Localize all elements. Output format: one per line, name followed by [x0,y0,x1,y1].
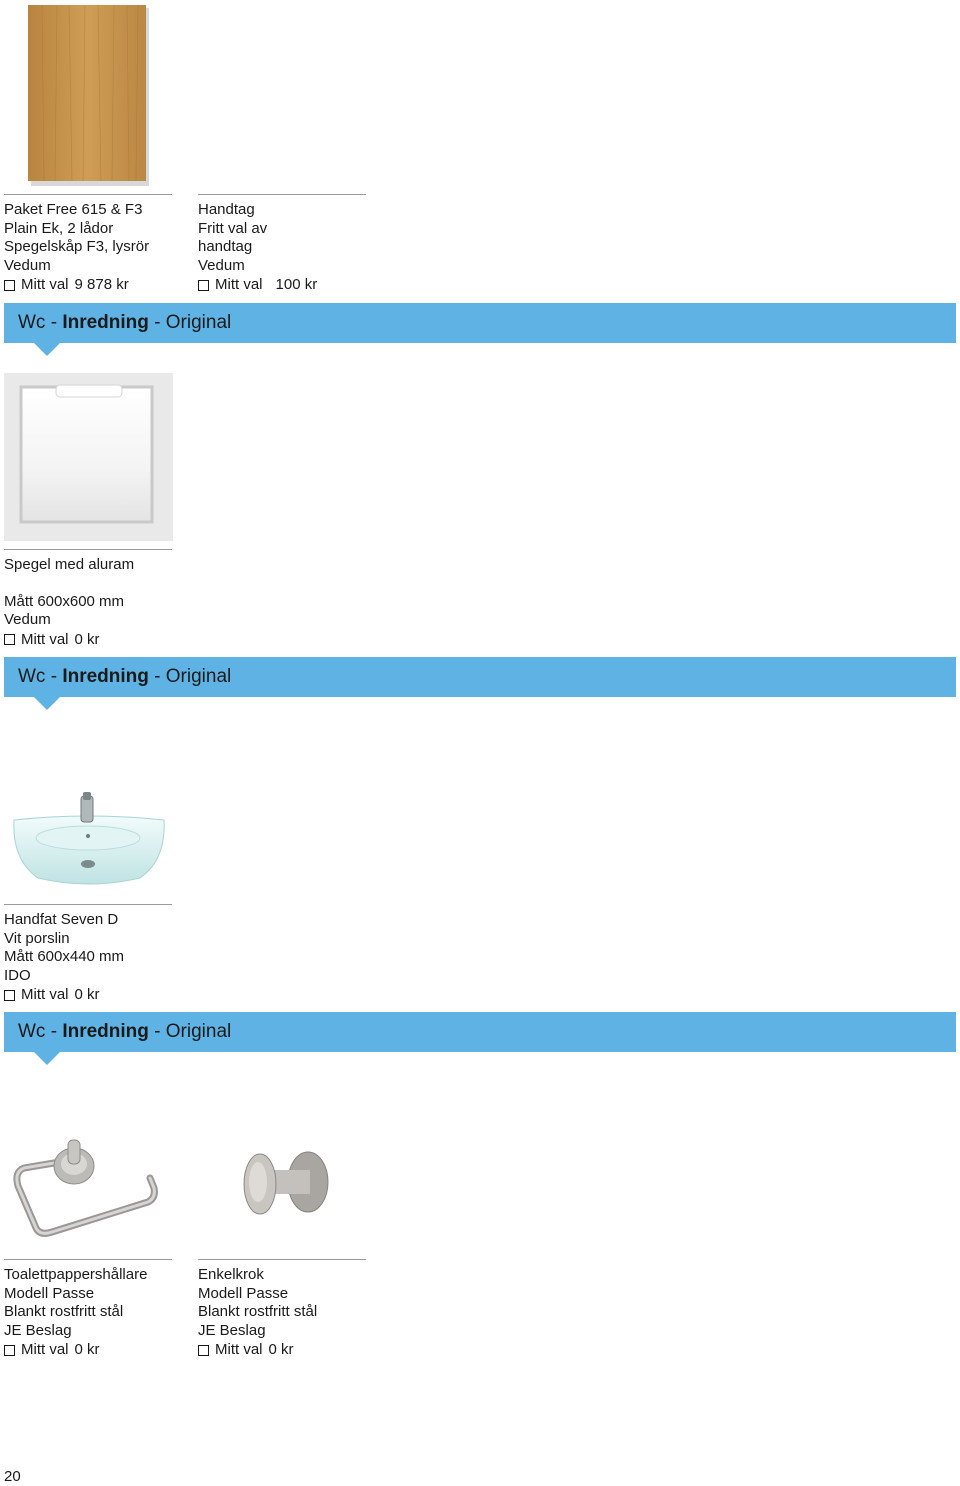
heading-bold: Inredning [62,666,149,687]
choice-label: Mitt val [215,1341,263,1358]
product-line: Blankt rostfritt stål [4,1303,124,1320]
product-line: Handtag [198,201,255,218]
band-pointer [34,343,60,356]
oak-panel-image [28,5,150,187]
mitt-val-option[interactable] [198,275,366,295]
product-handtag [198,194,366,295]
heading-separator: - [45,666,63,687]
heading-bold: Inredning [62,1021,149,1042]
band-pointer [34,697,60,710]
product-line: Mått 600x600 mm [4,592,125,610]
mitt-val-option[interactable] [4,630,172,650]
page-number: 20 [4,1468,21,1485]
checkbox-icon[interactable] [4,634,15,645]
divider [198,1259,366,1260]
mitt-val-option[interactable] [4,985,172,1005]
section-heading-band [4,657,956,697]
checkbox-icon[interactable] [198,280,209,291]
product-line: Paket Free 615 & F3 [4,201,143,218]
product-enkelkrok [198,1259,366,1360]
price: 9 878 kr [74,276,129,293]
checkbox-icon[interactable] [4,990,15,1001]
heading-separator: - [148,666,166,687]
heading-suffix: Original [165,666,232,687]
heading-prefix: Wc [18,312,46,333]
heading-separator: - [148,312,166,333]
heading-prefix: Wc [18,1021,46,1042]
section-heading [18,657,231,697]
product-line: Vit porslin [4,929,70,947]
mirror-image [4,373,173,541]
checkbox-icon[interactable] [198,1345,209,1356]
product-line: IDO [4,966,31,984]
checkbox-icon[interactable] [4,280,15,291]
choice-label: Mitt val [21,276,69,293]
product-line: handtag [198,238,253,255]
product-line: JE Beslag [198,1321,266,1339]
product-line: Vedum [4,611,51,628]
product-line: Modell Passe [4,1284,95,1302]
product-line: Spegelskåp F3, lysrör [4,238,150,255]
price: 100 kr [275,276,318,293]
price: 0 kr [74,630,100,648]
product-spegel [4,549,172,650]
choice-label: Mitt val [21,986,69,1003]
product-line: Spegel med aluram [4,556,135,573]
divider [4,904,172,905]
product-line: Fritt val av [198,219,268,237]
product-line: Mått 600x440 mm [4,948,125,965]
choice-label: Mitt val [215,276,263,293]
product-line: Enkelkrok [198,1266,264,1283]
choice-label: Mitt val [21,1341,69,1358]
product-paket-free [4,194,172,295]
divider [198,194,366,195]
heading-separator: - [45,1021,63,1042]
product-line: Handfat Seven D [4,911,119,928]
hook-image [236,1148,332,1222]
heading-suffix: Original [165,1021,232,1042]
price: 0 kr [268,1341,294,1358]
product-line: Modell Passe [198,1284,289,1302]
heading-separator: - [148,1021,166,1042]
divider [4,194,172,195]
mitt-val-option[interactable] [198,1340,366,1360]
checkbox-icon[interactable] [4,1345,15,1356]
heading-bold: Inredning [62,312,149,333]
product-line: JE Beslag [4,1321,72,1339]
divider [4,1259,172,1260]
product-toalettpappershallare [4,1259,172,1360]
product-line: Vedum [198,256,245,274]
divider [4,549,172,550]
heading-prefix: Wc [18,666,46,687]
price: 0 kr [74,986,100,1003]
product-handfat [4,904,172,1005]
product-line: Blankt rostfritt stål [198,1303,318,1320]
heading-separator: - [45,312,63,333]
product-line: Vedum [4,256,51,274]
mitt-val-option[interactable] [4,1340,172,1360]
product-line: Toalettpappershållare [4,1266,148,1283]
basin-image [8,790,170,890]
section-heading [18,1012,231,1052]
price: 0 kr [74,1341,100,1358]
choice-label: Mitt val [21,630,69,648]
heading-suffix: Original [165,312,232,333]
section-heading-band [4,1012,956,1052]
band-pointer [34,1052,60,1065]
section-heading [18,303,231,343]
section-heading-band [4,303,956,343]
mitt-val-option[interactable] [4,275,172,295]
product-line: Plain Ek, 2 lådor [4,219,114,237]
toilet-paper-holder-image [12,1138,160,1238]
